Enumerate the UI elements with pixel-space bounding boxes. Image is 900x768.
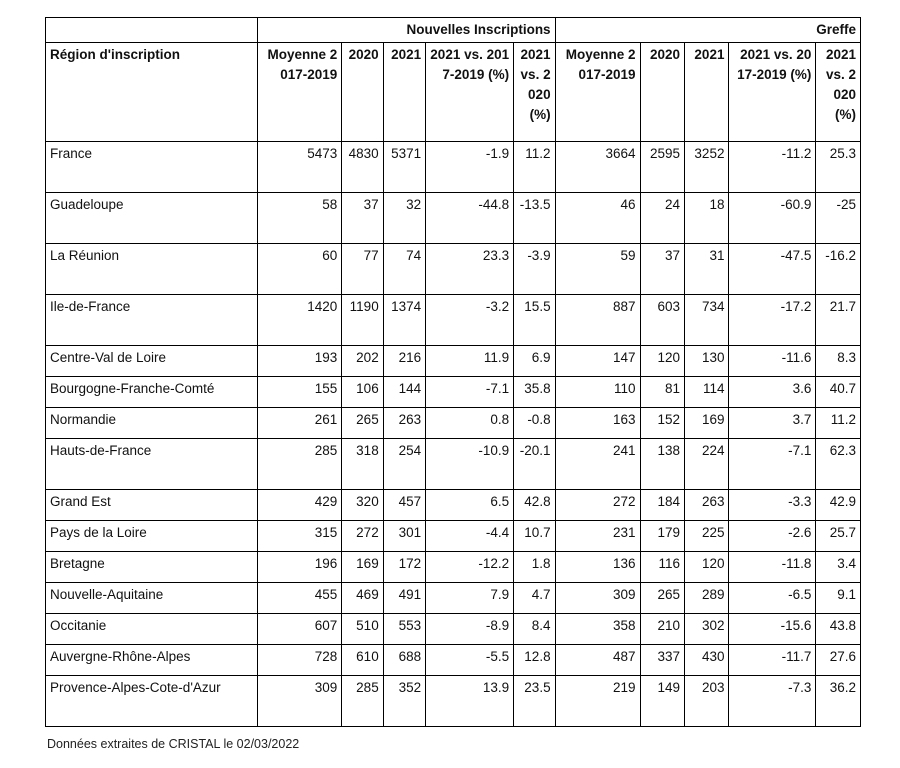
- table-row: [46, 346, 861, 377]
- value-cell-ni-vs-2020: 8.4: [514, 614, 555, 645]
- value-cell-gr-vs-2020: 27.6: [816, 645, 861, 676]
- value-cell-gr-moyenne: 59: [555, 244, 640, 295]
- value-cell-ni-2021: 263: [383, 408, 425, 439]
- table-row: [46, 552, 861, 583]
- column-header-gr-moyenne: Moyenne 2017-2019: [555, 43, 640, 142]
- region-name-cell: Provence-Alpes-Cote-d'Azur: [46, 676, 258, 727]
- value-cell-ni-vs-2017-2019: 23.3: [426, 244, 514, 295]
- region-name-cell: Normandie: [46, 408, 258, 439]
- value-cell-ni-vs-2020: 6.9: [514, 346, 555, 377]
- value-cell-ni-vs-2020: 35.8: [514, 377, 555, 408]
- value-cell-gr-2021: 302: [684, 614, 728, 645]
- region-name-cell: Auvergne-Rhône-Alpes: [46, 645, 258, 676]
- value-cell-gr-moyenne: 231: [555, 521, 640, 552]
- value-cell-gr-vs-2020: 9.1: [816, 583, 861, 614]
- value-cell-gr-moyenne: 219: [555, 676, 640, 727]
- region-name-cell: Ile-de-France: [46, 295, 258, 346]
- column-header-gr-vs-2017-2019: 2021 vs. 2017-2019 (%): [729, 43, 816, 142]
- value-cell-ni-moyenne: 455: [258, 583, 342, 614]
- region-name-cell: Occitanie: [46, 614, 258, 645]
- value-cell-gr-vs-2017-2019: -6.5: [729, 583, 816, 614]
- table-row: [46, 645, 861, 676]
- value-cell-ni-vs-2020: 1.8: [514, 552, 555, 583]
- value-cell-gr-vs-2020: 62.3: [816, 439, 861, 490]
- value-cell-ni-moyenne: 607: [258, 614, 342, 645]
- value-cell-ni-2020: 610: [342, 645, 383, 676]
- value-cell-ni-vs-2020: 15.5: [514, 295, 555, 346]
- value-cell-ni-2020: 4830: [342, 142, 383, 193]
- value-cell-ni-vs-2020: -3.9: [514, 244, 555, 295]
- value-cell-gr-2021: 120: [684, 552, 728, 583]
- value-cell-ni-vs-2020: 10.7: [514, 521, 555, 552]
- value-cell-gr-vs-2017-2019: -47.5: [729, 244, 816, 295]
- value-cell-ni-vs-2020: 12.8: [514, 645, 555, 676]
- value-cell-gr-vs-2017-2019: -11.2: [729, 142, 816, 193]
- value-cell-gr-vs-2020: 3.4: [816, 552, 861, 583]
- table-header: [46, 18, 861, 142]
- value-cell-ni-2021: 32: [383, 193, 425, 244]
- table-row: [46, 142, 861, 193]
- value-cell-ni-vs-2020: 23.5: [514, 676, 555, 727]
- region-name-cell: Nouvelle-Aquitaine: [46, 583, 258, 614]
- region-name-cell: Guadeloupe: [46, 193, 258, 244]
- value-cell-ni-2020: 318: [342, 439, 383, 490]
- value-cell-gr-vs-2020: 42.9: [816, 490, 861, 521]
- value-cell-gr-vs-2017-2019: -15.6: [729, 614, 816, 645]
- table-row: [46, 521, 861, 552]
- value-cell-ni-moyenne: 728: [258, 645, 342, 676]
- table-row: [46, 490, 861, 521]
- value-cell-ni-2021: 216: [383, 346, 425, 377]
- registrations-table: [45, 17, 861, 727]
- value-cell-gr-vs-2020: 43.8: [816, 614, 861, 645]
- value-cell-gr-moyenne: 309: [555, 583, 640, 614]
- value-cell-ni-vs-2020: 4.7: [514, 583, 555, 614]
- table-row: [46, 295, 861, 346]
- value-cell-gr-moyenne: 163: [555, 408, 640, 439]
- value-cell-gr-moyenne: 241: [555, 439, 640, 490]
- value-cell-gr-2021: 3252: [684, 142, 728, 193]
- value-cell-gr-moyenne: 358: [555, 614, 640, 645]
- value-cell-ni-2020: 169: [342, 552, 383, 583]
- value-cell-gr-moyenne: 887: [555, 295, 640, 346]
- value-cell-ni-2021: 491: [383, 583, 425, 614]
- value-cell-ni-2020: 265: [342, 408, 383, 439]
- value-cell-ni-moyenne: 5473: [258, 142, 342, 193]
- value-cell-ni-moyenne: 155: [258, 377, 342, 408]
- value-cell-ni-2021: 553: [383, 614, 425, 645]
- column-header-ni-vs-2017-2019: 2021 vs. 2017-2019 (%): [426, 43, 514, 142]
- value-cell-gr-moyenne: 136: [555, 552, 640, 583]
- value-cell-gr-2021: 18: [684, 193, 728, 244]
- value-cell-gr-2020: 337: [640, 645, 684, 676]
- value-cell-gr-2020: 138: [640, 439, 684, 490]
- value-cell-ni-vs-2017-2019: 0.8: [426, 408, 514, 439]
- value-cell-ni-vs-2017-2019: -12.2: [426, 552, 514, 583]
- value-cell-gr-2020: 24: [640, 193, 684, 244]
- table-row: [46, 377, 861, 408]
- region-name-cell: Pays de la Loire: [46, 521, 258, 552]
- value-cell-gr-vs-2020: 36.2: [816, 676, 861, 727]
- value-cell-ni-2020: 37: [342, 193, 383, 244]
- value-cell-ni-vs-2017-2019: -44.8: [426, 193, 514, 244]
- value-cell-gr-2021: 31: [684, 244, 728, 295]
- value-cell-ni-2021: 144: [383, 377, 425, 408]
- value-cell-ni-2020: 469: [342, 583, 383, 614]
- value-cell-gr-vs-2017-2019: -60.9: [729, 193, 816, 244]
- group-header-greffe: Greffe: [555, 18, 860, 43]
- column-header-ni-2020: 2020: [342, 43, 383, 142]
- value-cell-ni-vs-2017-2019: 6.5: [426, 490, 514, 521]
- value-cell-gr-vs-2020: 25.7: [816, 521, 861, 552]
- value-cell-ni-moyenne: 261: [258, 408, 342, 439]
- column-header-row: [46, 43, 861, 142]
- value-cell-gr-2020: 603: [640, 295, 684, 346]
- value-cell-gr-2020: 81: [640, 377, 684, 408]
- value-cell-gr-2020: 265: [640, 583, 684, 614]
- value-cell-ni-vs-2017-2019: -7.1: [426, 377, 514, 408]
- source-footnote: Données extraites de CRISTAL le 02/03/2022: [47, 737, 300, 751]
- value-cell-gr-2021: 734: [684, 295, 728, 346]
- value-cell-gr-2020: 120: [640, 346, 684, 377]
- value-cell-ni-2020: 202: [342, 346, 383, 377]
- value-cell-ni-2021: 688: [383, 645, 425, 676]
- value-cell-ni-vs-2017-2019: -4.4: [426, 521, 514, 552]
- value-cell-ni-2021: 74: [383, 244, 425, 295]
- value-cell-ni-moyenne: 60: [258, 244, 342, 295]
- value-cell-gr-vs-2017-2019: 3.7: [729, 408, 816, 439]
- value-cell-gr-2021: 130: [684, 346, 728, 377]
- value-cell-gr-2021: 203: [684, 676, 728, 727]
- value-cell-gr-2020: 2595: [640, 142, 684, 193]
- region-name-cell: Grand Est: [46, 490, 258, 521]
- value-cell-gr-vs-2017-2019: -17.2: [729, 295, 816, 346]
- value-cell-gr-vs-2020: -25: [816, 193, 861, 244]
- value-cell-ni-moyenne: 196: [258, 552, 342, 583]
- table-row: [46, 439, 861, 490]
- value-cell-ni-2021: 301: [383, 521, 425, 552]
- value-cell-ni-vs-2017-2019: 11.9: [426, 346, 514, 377]
- value-cell-gr-vs-2017-2019: -3.3: [729, 490, 816, 521]
- value-cell-ni-2021: 5371: [383, 142, 425, 193]
- value-cell-gr-moyenne: 487: [555, 645, 640, 676]
- value-cell-ni-2020: 106: [342, 377, 383, 408]
- value-cell-gr-2020: 149: [640, 676, 684, 727]
- value-cell-gr-moyenne: 46: [555, 193, 640, 244]
- value-cell-gr-vs-2020: 21.7: [816, 295, 861, 346]
- value-cell-gr-vs-2017-2019: -2.6: [729, 521, 816, 552]
- value-cell-ni-vs-2020: 42.8: [514, 490, 555, 521]
- value-cell-gr-vs-2017-2019: -7.3: [729, 676, 816, 727]
- value-cell-gr-2021: 289: [684, 583, 728, 614]
- value-cell-ni-2020: 1190: [342, 295, 383, 346]
- value-cell-gr-moyenne: 110: [555, 377, 640, 408]
- value-cell-ni-2021: 457: [383, 490, 425, 521]
- value-cell-ni-moyenne: 429: [258, 490, 342, 521]
- value-cell-gr-2021: 114: [684, 377, 728, 408]
- value-cell-ni-vs-2020: -20.1: [514, 439, 555, 490]
- value-cell-ni-vs-2017-2019: -8.9: [426, 614, 514, 645]
- value-cell-gr-vs-2017-2019: -11.6: [729, 346, 816, 377]
- value-cell-gr-vs-2017-2019: -11.7: [729, 645, 816, 676]
- value-cell-ni-2021: 254: [383, 439, 425, 490]
- value-cell-ni-vs-2017-2019: 13.9: [426, 676, 514, 727]
- column-header-gr-vs-2020: 2021 vs. 2020 (%): [816, 43, 861, 142]
- value-cell-ni-vs-2017-2019: -1.9: [426, 142, 514, 193]
- value-cell-ni-2020: 77: [342, 244, 383, 295]
- column-header-ni-moyenne: Moyenne 2017-2019: [258, 43, 342, 142]
- group-header-empty: [46, 18, 258, 43]
- value-cell-ni-2021: 352: [383, 676, 425, 727]
- value-cell-gr-2021: 224: [684, 439, 728, 490]
- value-cell-gr-2020: 152: [640, 408, 684, 439]
- value-cell-ni-moyenne: 1420: [258, 295, 342, 346]
- value-cell-ni-2020: 272: [342, 521, 383, 552]
- value-cell-gr-vs-2017-2019: 3.6: [729, 377, 816, 408]
- value-cell-gr-2020: 37: [640, 244, 684, 295]
- value-cell-gr-2020: 210: [640, 614, 684, 645]
- value-cell-ni-vs-2017-2019: -5.5: [426, 645, 514, 676]
- value-cell-ni-2020: 510: [342, 614, 383, 645]
- value-cell-gr-vs-2020: 8.3: [816, 346, 861, 377]
- value-cell-ni-2020: 285: [342, 676, 383, 727]
- group-header-nouvelles-inscriptions: Nouvelles Inscriptions: [258, 18, 555, 43]
- value-cell-ni-vs-2017-2019: -3.2: [426, 295, 514, 346]
- column-header-region: Région d'inscription: [46, 43, 258, 142]
- value-cell-gr-moyenne: 272: [555, 490, 640, 521]
- value-cell-gr-vs-2020: 40.7: [816, 377, 861, 408]
- value-cell-ni-moyenne: 285: [258, 439, 342, 490]
- value-cell-gr-vs-2017-2019: -7.1: [729, 439, 816, 490]
- value-cell-ni-moyenne: 309: [258, 676, 342, 727]
- value-cell-gr-2020: 179: [640, 521, 684, 552]
- table-row: [46, 408, 861, 439]
- table-row: [46, 614, 861, 645]
- data-table-wrapper: [45, 17, 861, 727]
- column-header-ni-vs-2020: 2021 vs. 2020 (%): [514, 43, 555, 142]
- region-name-cell: Centre-Val de Loire: [46, 346, 258, 377]
- region-name-cell: Bretagne: [46, 552, 258, 583]
- value-cell-ni-vs-2020: -0.8: [514, 408, 555, 439]
- value-cell-gr-vs-2020: -16.2: [816, 244, 861, 295]
- column-header-gr-2020: 2020: [640, 43, 684, 142]
- value-cell-ni-2021: 172: [383, 552, 425, 583]
- value-cell-ni-moyenne: 58: [258, 193, 342, 244]
- value-cell-gr-2021: 430: [684, 645, 728, 676]
- value-cell-gr-2021: 169: [684, 408, 728, 439]
- region-name-cell: La Réunion: [46, 244, 258, 295]
- value-cell-gr-2021: 263: [684, 490, 728, 521]
- table-row: [46, 244, 861, 295]
- value-cell-ni-vs-2020: -13.5: [514, 193, 555, 244]
- value-cell-gr-2020: 184: [640, 490, 684, 521]
- column-header-ni-2021: 2021: [383, 43, 425, 142]
- region-name-cell: Bourgogne-Franche-Comté: [46, 377, 258, 408]
- column-header-gr-2021: 2021: [684, 43, 728, 142]
- group-header-row: [46, 18, 861, 43]
- region-name-cell: France: [46, 142, 258, 193]
- value-cell-gr-moyenne: 147: [555, 346, 640, 377]
- value-cell-gr-vs-2020: 11.2: [816, 408, 861, 439]
- table-row: [46, 676, 861, 727]
- value-cell-gr-2021: 225: [684, 521, 728, 552]
- value-cell-gr-moyenne: 3664: [555, 142, 640, 193]
- table-body: [46, 142, 861, 727]
- value-cell-gr-vs-2017-2019: -11.8: [729, 552, 816, 583]
- value-cell-ni-vs-2017-2019: -10.9: [426, 439, 514, 490]
- value-cell-ni-moyenne: 315: [258, 521, 342, 552]
- table-row: [46, 193, 861, 244]
- table-row: [46, 583, 861, 614]
- value-cell-ni-moyenne: 193: [258, 346, 342, 377]
- value-cell-ni-2021: 1374: [383, 295, 425, 346]
- value-cell-ni-vs-2017-2019: 7.9: [426, 583, 514, 614]
- region-name-cell: Hauts-de-France: [46, 439, 258, 490]
- value-cell-gr-2020: 116: [640, 552, 684, 583]
- value-cell-ni-vs-2020: 11.2: [514, 142, 555, 193]
- value-cell-ni-2020: 320: [342, 490, 383, 521]
- value-cell-gr-vs-2020: 25.3: [816, 142, 861, 193]
